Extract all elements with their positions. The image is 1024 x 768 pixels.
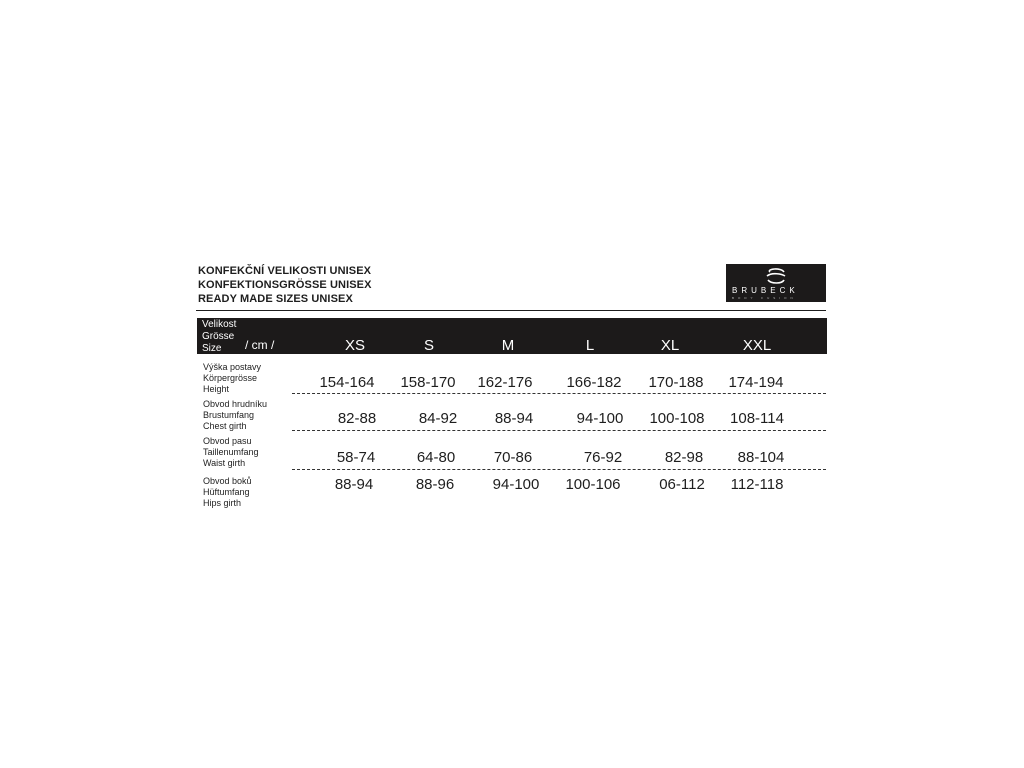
row-label-height-cz: Výška postavy — [203, 362, 262, 372]
chest-xxl: 108-114 — [730, 410, 784, 427]
row-label-height-de: Körpergrösse — [203, 373, 258, 383]
brand-name: BRUBECK — [732, 286, 799, 295]
header-label-german: Grösse — [202, 331, 235, 342]
row-label-chest-de: Brustumfang — [203, 410, 255, 420]
size-label-l: L — [585, 337, 595, 354]
row-divider — [292, 469, 826, 470]
header-unit: / cm / — [245, 338, 275, 352]
row-label-hips-en: Hips girth — [203, 498, 242, 508]
row-label-waist-cz: Obvod pasu — [203, 436, 252, 446]
row-label-chest-en: Chest girth — [203, 421, 247, 431]
size-label-m: M — [501, 337, 515, 354]
waist-l: 76-92 — [583, 449, 623, 466]
height-l: 166-182 — [566, 374, 622, 391]
height-m: 162-176 — [477, 374, 533, 391]
height-xl: 170-188 — [648, 374, 704, 391]
header-label-english: Size — [202, 343, 222, 354]
header-label-czech: Velikost — [202, 319, 237, 330]
row-divider — [292, 393, 826, 394]
title-divider — [196, 310, 826, 311]
waist-xs: 58-74 — [336, 449, 376, 466]
hips-s: 88-96 — [415, 476, 455, 493]
chest-l: 94-100 — [576, 410, 624, 427]
hips-xxl: 112-118 — [730, 476, 784, 493]
chest-m: 88-94 — [494, 410, 534, 427]
size-label-xxl: XXL — [742, 337, 772, 354]
size-label-xl: XL — [660, 337, 680, 354]
chest-xl: 100-108 — [649, 410, 705, 427]
chest-s: 84-92 — [418, 410, 458, 427]
waist-s: 64-80 — [416, 449, 456, 466]
row-label-waist-en: Waist girth — [203, 458, 246, 468]
row-label-height-en: Height — [203, 384, 230, 394]
height-xs: 154-164 — [319, 374, 375, 391]
brand-logo — [726, 264, 826, 302]
chest-xs: 82-88 — [337, 410, 377, 427]
height-s: 158-170 — [400, 374, 456, 391]
height-xxl: 174-194 — [728, 374, 784, 391]
hips-l: 100-106 — [565, 476, 621, 493]
waist-xl: 82-98 — [664, 449, 704, 466]
brand-tagline: BODY FUSION — [732, 296, 797, 300]
waist-xxl: 88-104 — [737, 449, 785, 466]
title-line-english: READY MADE SIZES UNISEX — [198, 293, 353, 305]
hips-xl: 06-112 — [659, 476, 705, 493]
hips-m: 94-100 — [492, 476, 540, 493]
row-divider — [292, 430, 826, 431]
hips-xs: 88-94 — [334, 476, 374, 493]
waist-m: 70-86 — [493, 449, 533, 466]
row-label-hips-de: Hüftumfang — [203, 487, 250, 497]
size-label-s: S — [423, 337, 435, 354]
row-label-waist-de: Taillenumfang — [203, 447, 259, 457]
brand-mark-icon — [726, 264, 826, 288]
title-line-german: KONFEKTIONSGRÖSSE UNISEX — [198, 279, 372, 291]
row-label-hips-cz: Obvod boků — [203, 476, 252, 486]
size-label-xs: XS — [344, 337, 366, 354]
size-header-bar — [197, 318, 827, 354]
row-label-chest-cz: Obvod hrudníku — [203, 399, 268, 409]
title-line-czech: KONFEKČNÍ VELIKOSTI UNISEX — [198, 265, 372, 277]
